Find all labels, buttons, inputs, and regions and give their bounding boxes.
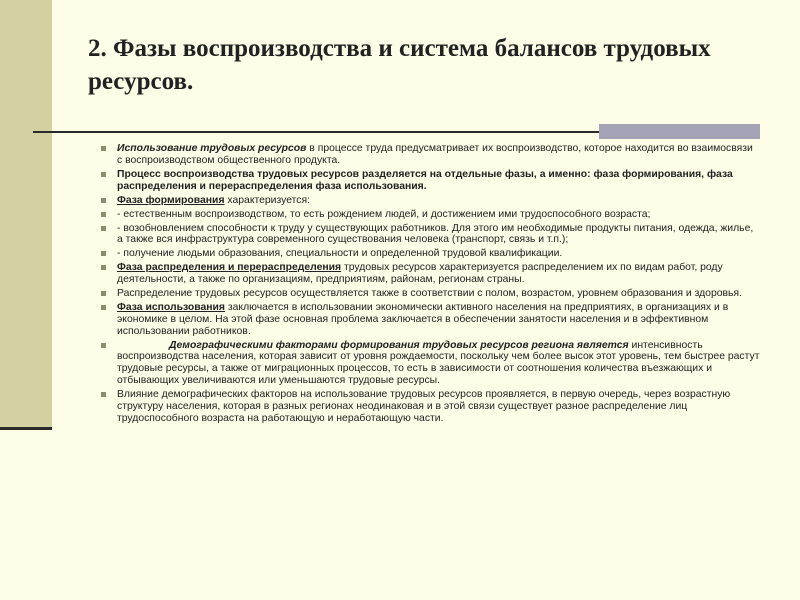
list-item: - возобновлением способности к труду у существующих работников. Для этого им необходимые продукты питания, одежда, жилье, а также вся инфраструктура современного существования человека (транспорт, связь и т.п.);: [100, 223, 760, 247]
title-divider-block: [599, 124, 760, 139]
side-accent-line: [0, 427, 52, 430]
list-item: Использование трудовых ресурсов в процессе труда предусматривает их воспроизводство, которое находится во взаимосвязи с воспроизводством общественного продукта.: [100, 143, 760, 167]
list-item: Процесс воспроизводства трудовых ресурсов разделяется на отдельные фазы, а именно: фаза формирования, фаза распределения и перераспределения фаза использования.: [100, 169, 760, 193]
square-bullet-icon: [101, 146, 106, 151]
slide-title: 2. Фазы воспроизводства и система балансов трудовых ресурсов.: [88, 35, 711, 95]
square-bullet-icon: [101, 212, 106, 217]
square-bullet-icon: [101, 305, 106, 310]
list-item: Фаза использования заключается в использовании экономически активного населения на предприятиях, в организациях и в экономике в целом. На этой фазе основная проблема заключается в обеспечении занятости населения и в эффективном использовании работников.: [100, 302, 760, 337]
list-item: Демографическими факторами формирования трудовых ресурсов региона является интенсивность воспроизводства населения, которая зависит от уровня рождаемости, поскольку чем более высок этот уровень, тем быстрее растут трудовые ресурсы, а также от миграционных процессов, то есть в зависимости от соотношения количества въезжающих и отбывающих увеличиваются или уменьшаются трудовые ресурсы.: [100, 340, 760, 387]
side-accent-bar: [0, 0, 52, 428]
list-item: - естественным воспроизводством, то есть рождением людей, и достижением ими трудоспособного возраста;: [100, 209, 760, 221]
list-item: Влияние демографических факторов на использование трудовых ресурсов проявляется, в первую очередь, через возрастную структуру населения, которая в разных регионах неодинаковая и в этой связи существует разное распределение лиц трудоспособного возраста на работающую и неработающую части.: [100, 389, 760, 424]
square-bullet-icon: [101, 392, 106, 397]
square-bullet-icon: [101, 198, 106, 203]
list-item: Распределение трудовых ресурсов осуществляется также в соответствии с полом, возрастом, уровнем образования и здоровья.: [100, 288, 760, 300]
square-bullet-icon: [101, 291, 106, 296]
square-bullet-icon: [101, 172, 106, 177]
square-bullet-icon: [101, 343, 106, 348]
title-divider-line: [33, 131, 599, 133]
bullet-list: [100, 143, 760, 427]
square-bullet-icon: [101, 226, 106, 231]
square-bullet-icon: [101, 251, 106, 256]
list-item: Фаза распределения и перераспределения трудовых ресурсов характеризуется распределением их по видам работ, роду деятельности, а также по организациям, предприятиям, районам, регионам страны.: [100, 262, 760, 286]
list-item: - получение людьми образования, специальности и определенной трудовой квалификации.: [100, 248, 760, 260]
square-bullet-icon: [101, 265, 106, 270]
list-item: Фаза формирования характеризуется:: [100, 195, 760, 207]
